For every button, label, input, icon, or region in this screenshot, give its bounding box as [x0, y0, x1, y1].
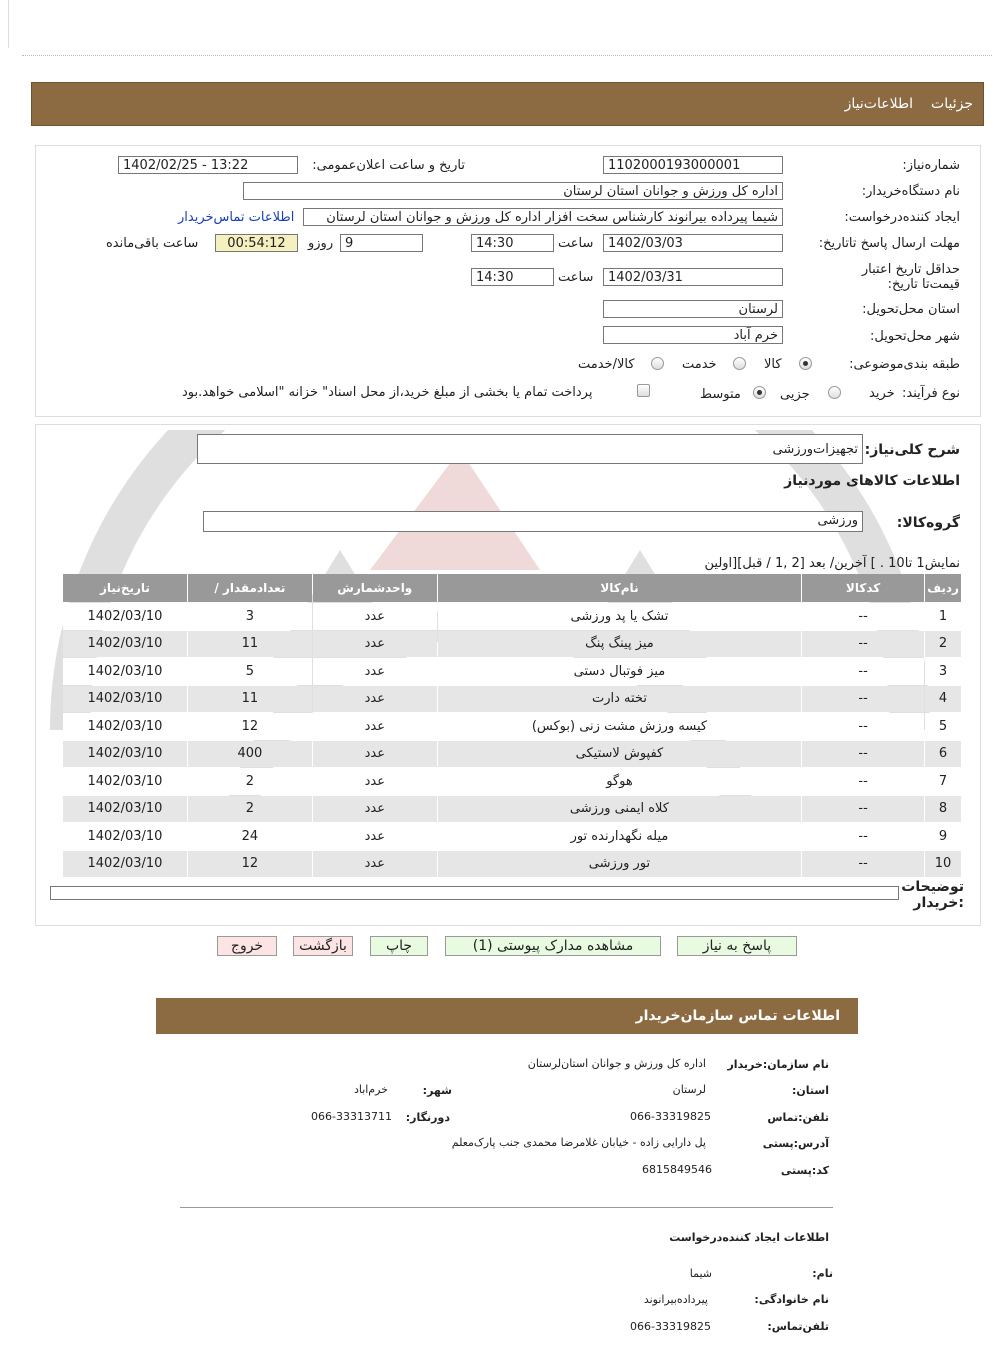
- creator-phone-label: تلفن‌تماس:: [767, 1320, 829, 1333]
- quantity-cell: 2: [188, 768, 312, 795]
- unit-cell: عدد: [313, 796, 437, 823]
- unit-cell: عدد: [313, 603, 437, 630]
- attachments-button[interactable]: مشاهده مدارک پیوستی (1): [445, 936, 661, 956]
- item-code-cell: --: [802, 603, 924, 630]
- need-date-cell: 1402/03/10: [63, 603, 187, 630]
- city-field: خرم آباد: [603, 326, 783, 344]
- pager[interactable]: نمایش1 تا10 . ] آخرین/ بعد [2 ,1 / قبل][اولین: [704, 556, 960, 571]
- need-date-cell: 1402/03/10: [63, 631, 187, 658]
- deadline-time-field: 14:30: [471, 234, 554, 252]
- table-row: [63, 741, 961, 768]
- table-row: [63, 768, 961, 795]
- need-date-cell: 1402/03/10: [63, 768, 187, 795]
- process-partial-label: جزیی: [780, 387, 810, 402]
- org-postal-value: 6815849546: [642, 1163, 712, 1176]
- item-name-cell: هوگو: [438, 768, 801, 795]
- category-both-radio[interactable]: [651, 357, 664, 370]
- row-number-cell: 8: [925, 796, 961, 823]
- col-code: کدکالا: [802, 574, 924, 602]
- items-header-row: [63, 574, 961, 602]
- validity-date-field: 1402/03/31: [603, 268, 783, 286]
- org-postal-label: کد‌:پستی: [780, 1164, 829, 1177]
- org-contact-title: اطلاعات تماس سازمان‌خریدار: [635, 1008, 840, 1024]
- item-code-cell: --: [802, 768, 924, 795]
- items-table: [62, 573, 962, 878]
- goods-info-title: اطلاعات کالاهای موردنیاز: [784, 473, 960, 489]
- buyer-org-field: اداره کل ورزش و جوانان استان لرستان: [243, 182, 783, 200]
- col-unit: واحدشمارش: [313, 574, 437, 602]
- quantity-cell: 11: [188, 631, 312, 658]
- org-address-label: آدرس‌:پستی: [762, 1137, 829, 1150]
- item-name-cell: کلاه ایمنی ورزشی: [438, 796, 801, 823]
- header-bar: [31, 82, 984, 126]
- summary-field: تجهیزات‌ورزشی: [197, 434, 863, 464]
- item-code-cell: --: [802, 686, 924, 713]
- table-row: [63, 603, 961, 630]
- row-number-cell: 1: [925, 603, 961, 630]
- need-date-cell: 1402/03/10: [63, 686, 187, 713]
- org-divider: [180, 1207, 833, 1208]
- process-partial-radio[interactable]: [828, 386, 841, 399]
- category-service-label: خدمت: [682, 357, 717, 372]
- col-name: نام‌کالا: [438, 574, 801, 602]
- quantity-cell: 3: [188, 603, 312, 630]
- creator-field: شیما پیرداده بیرانوند کارشناس سخت افزار اداره کل ورزش و جوانان استان لرستان: [303, 208, 783, 226]
- remaining-label: ساعت باقی‌مانده: [106, 236, 199, 251]
- item-code-cell: --: [802, 823, 924, 850]
- row-number-cell: 2: [925, 631, 961, 658]
- unit-cell: عدد: [313, 741, 437, 768]
- need-number-field: 1102000193000001: [603, 156, 783, 174]
- row-number-cell: 7: [925, 768, 961, 795]
- quantity-cell: 400: [188, 741, 312, 768]
- validity-time-label: ساعت: [558, 270, 594, 285]
- quantity-cell: 2: [188, 796, 312, 823]
- category-service-radio[interactable]: [733, 357, 746, 370]
- org-address-value: پل دارایی زاده - خیابان غلامرضا محمدی جنب پارک‌معلم: [451, 1136, 706, 1149]
- page-edge-line: [8, 0, 9, 48]
- need-date-cell: 1402/03/10: [63, 796, 187, 823]
- days-field: 9: [340, 234, 423, 252]
- table-row: [63, 658, 961, 685]
- need-date-cell: 1402/03/10: [63, 823, 187, 850]
- process-buy-label: خرید: [869, 386, 895, 401]
- org-name-value: اداره کل ورزش و جوانان استان‌لرستان: [527, 1057, 706, 1070]
- creator-fname-label: نام:: [812, 1267, 833, 1280]
- org-phone-value: 066-33319825: [630, 1110, 711, 1123]
- deadline-date-field: 1402/03/03: [603, 234, 783, 252]
- validity-time-field: 14:30: [471, 268, 554, 286]
- item-code-cell: --: [802, 796, 924, 823]
- print-button[interactable]: چاپ: [370, 936, 428, 956]
- category-goods-label: کالا: [764, 357, 782, 372]
- announce-label: تاریخ و ساعت اعلان‌عمومی:: [312, 158, 465, 173]
- unit-cell: عدد: [313, 851, 437, 878]
- row-number-cell: 3: [925, 658, 961, 685]
- item-code-cell: --: [802, 631, 924, 658]
- col-row: ردیف: [925, 574, 961, 602]
- table-row: [63, 713, 961, 740]
- category-goods-radio[interactable]: [799, 357, 812, 370]
- need-date-cell: 1402/03/10: [63, 741, 187, 768]
- creator-lname-label: نام خانوادگی:: [754, 1293, 829, 1306]
- org-province-value: لرستان: [672, 1083, 706, 1096]
- unit-cell: عدد: [313, 823, 437, 850]
- row-number-cell: 6: [925, 741, 961, 768]
- buyer-notes-label: توضیحات :خریدار: [901, 879, 964, 911]
- days-label: روزو: [308, 236, 334, 251]
- item-name-cell: میز پینگ پنگ: [438, 631, 801, 658]
- creator-label: ایجاد کننده‌درخواست:: [844, 210, 960, 225]
- exit-button[interactable]: خروج: [217, 936, 277, 956]
- deadline-time-label: ساعت: [558, 236, 594, 251]
- creator-info-title: اطلاعات ایجاد کننده‌درخواست: [669, 1231, 829, 1244]
- treasury-payment-checkbox[interactable]: [637, 384, 650, 397]
- org-fax-value: 066-33313711: [311, 1110, 392, 1123]
- need-date-cell: 1402/03/10: [63, 713, 187, 740]
- item-code-cell: --: [802, 713, 924, 740]
- row-number-cell: 4: [925, 686, 961, 713]
- need-date-cell: 1402/03/10: [63, 851, 187, 878]
- top-divider: [22, 55, 992, 56]
- buyer-org-label: نام دستگاه‌خریدار:: [861, 184, 960, 199]
- province-label: استان محل‌تحویل:: [862, 302, 960, 317]
- process-medium-radio[interactable]: [753, 386, 766, 399]
- item-name-cell: میله نگهدارنده تور: [438, 823, 801, 850]
- col-qty: تعدادمقدار /: [188, 574, 312, 602]
- org-city-value: خرم‌اباد: [353, 1083, 388, 1096]
- reply-button[interactable]: پاسخ به نیاز: [677, 936, 797, 956]
- table-row: [63, 631, 961, 658]
- remaining-time-field: 00:54:12: [215, 234, 298, 252]
- table-row: [63, 851, 961, 878]
- announce-field: 1402/02/25 - 13:22: [118, 156, 298, 174]
- item-name-cell: میز فوتبال دستی: [438, 658, 801, 685]
- item-code-cell: --: [802, 851, 924, 878]
- col-date: تاریخ‌نیاز: [63, 574, 187, 602]
- unit-cell: عدد: [313, 686, 437, 713]
- table-row: [63, 796, 961, 823]
- group-label: گروه‌کالا:: [896, 515, 960, 531]
- creator-phone-value: 066-33319825: [630, 1320, 711, 1333]
- item-name-cell: کفپوش لاستیکی: [438, 741, 801, 768]
- need-number-label: شماره‌نیاز:: [902, 158, 960, 173]
- payment-note: پرداخت تمام یا بخشی از مبلغ خرید،از محل اسناد" خزانه "اسلامی خواهد.بود: [182, 385, 593, 400]
- quantity-cell: 5: [188, 658, 312, 685]
- item-name-cell: کیسه ورزش مشت زنی (بوکس): [438, 713, 801, 740]
- process-label: نوع فرآیند:: [902, 386, 960, 401]
- table-row: [63, 823, 961, 850]
- quantity-cell: 12: [188, 713, 312, 740]
- city-label: شهر محل‌تحویل:: [870, 329, 960, 344]
- org-city-label: شهر:: [422, 1084, 452, 1097]
- tab-details[interactable]: جزئیات: [931, 96, 973, 112]
- unit-cell: عدد: [313, 631, 437, 658]
- org-phone-label: تلفن‌:تماس: [767, 1111, 829, 1124]
- deadline-label: مهلت ارسال پاسخ تا‌تاریخ:: [818, 236, 960, 251]
- item-code-cell: --: [802, 741, 924, 768]
- org-contact-bar: [156, 998, 858, 1034]
- row-number-cell: 9: [925, 823, 961, 850]
- tab-need-info[interactable]: اطلاعات‌نیاز: [844, 96, 913, 112]
- creator-fname-value: شیما: [689, 1267, 712, 1280]
- row-number-cell: 5: [925, 713, 961, 740]
- org-name-label: نام سازمان‌:خریدار: [727, 1058, 829, 1071]
- quantity-cell: 12: [188, 851, 312, 878]
- province-field: لرستان: [603, 300, 783, 318]
- summary-label: شرح کلی‌نیاز:: [864, 442, 960, 458]
- item-name-cell: تخته دارت: [438, 686, 801, 713]
- table-row: [63, 686, 961, 713]
- buyer-notes-field: [50, 886, 899, 900]
- back-button[interactable]: بازگشت: [293, 936, 353, 956]
- org-province-label: استان:: [792, 1084, 829, 1097]
- item-name-cell: تشک یا پد ورزشی: [438, 603, 801, 630]
- item-code-cell: --: [802, 658, 924, 685]
- unit-cell: عدد: [313, 768, 437, 795]
- unit-cell: عدد: [313, 713, 437, 740]
- group-field: ورزشی: [203, 511, 863, 532]
- category-label: طبقه بندی‌موضوعی:: [849, 357, 960, 372]
- need-date-cell: 1402/03/10: [63, 658, 187, 685]
- quantity-cell: 24: [188, 823, 312, 850]
- org-fax-label: دورنگار:: [405, 1111, 450, 1124]
- validity-label: حداقل تاریخ اعتبار قیمت‌تا تاریخ:: [861, 262, 960, 292]
- buyer-contact-link[interactable]: اطلاعات تماس‌خریدار: [178, 210, 295, 225]
- process-medium-label: متوسط: [700, 387, 741, 402]
- unit-cell: عدد: [313, 658, 437, 685]
- item-name-cell: تور ورزشی: [438, 851, 801, 878]
- creator-lname-value: پیرداده‌بیرانوند: [643, 1293, 708, 1306]
- category-both-label: کالا/خدمت: [578, 357, 635, 372]
- row-number-cell: 10: [925, 851, 961, 878]
- quantity-cell: 11: [188, 686, 312, 713]
